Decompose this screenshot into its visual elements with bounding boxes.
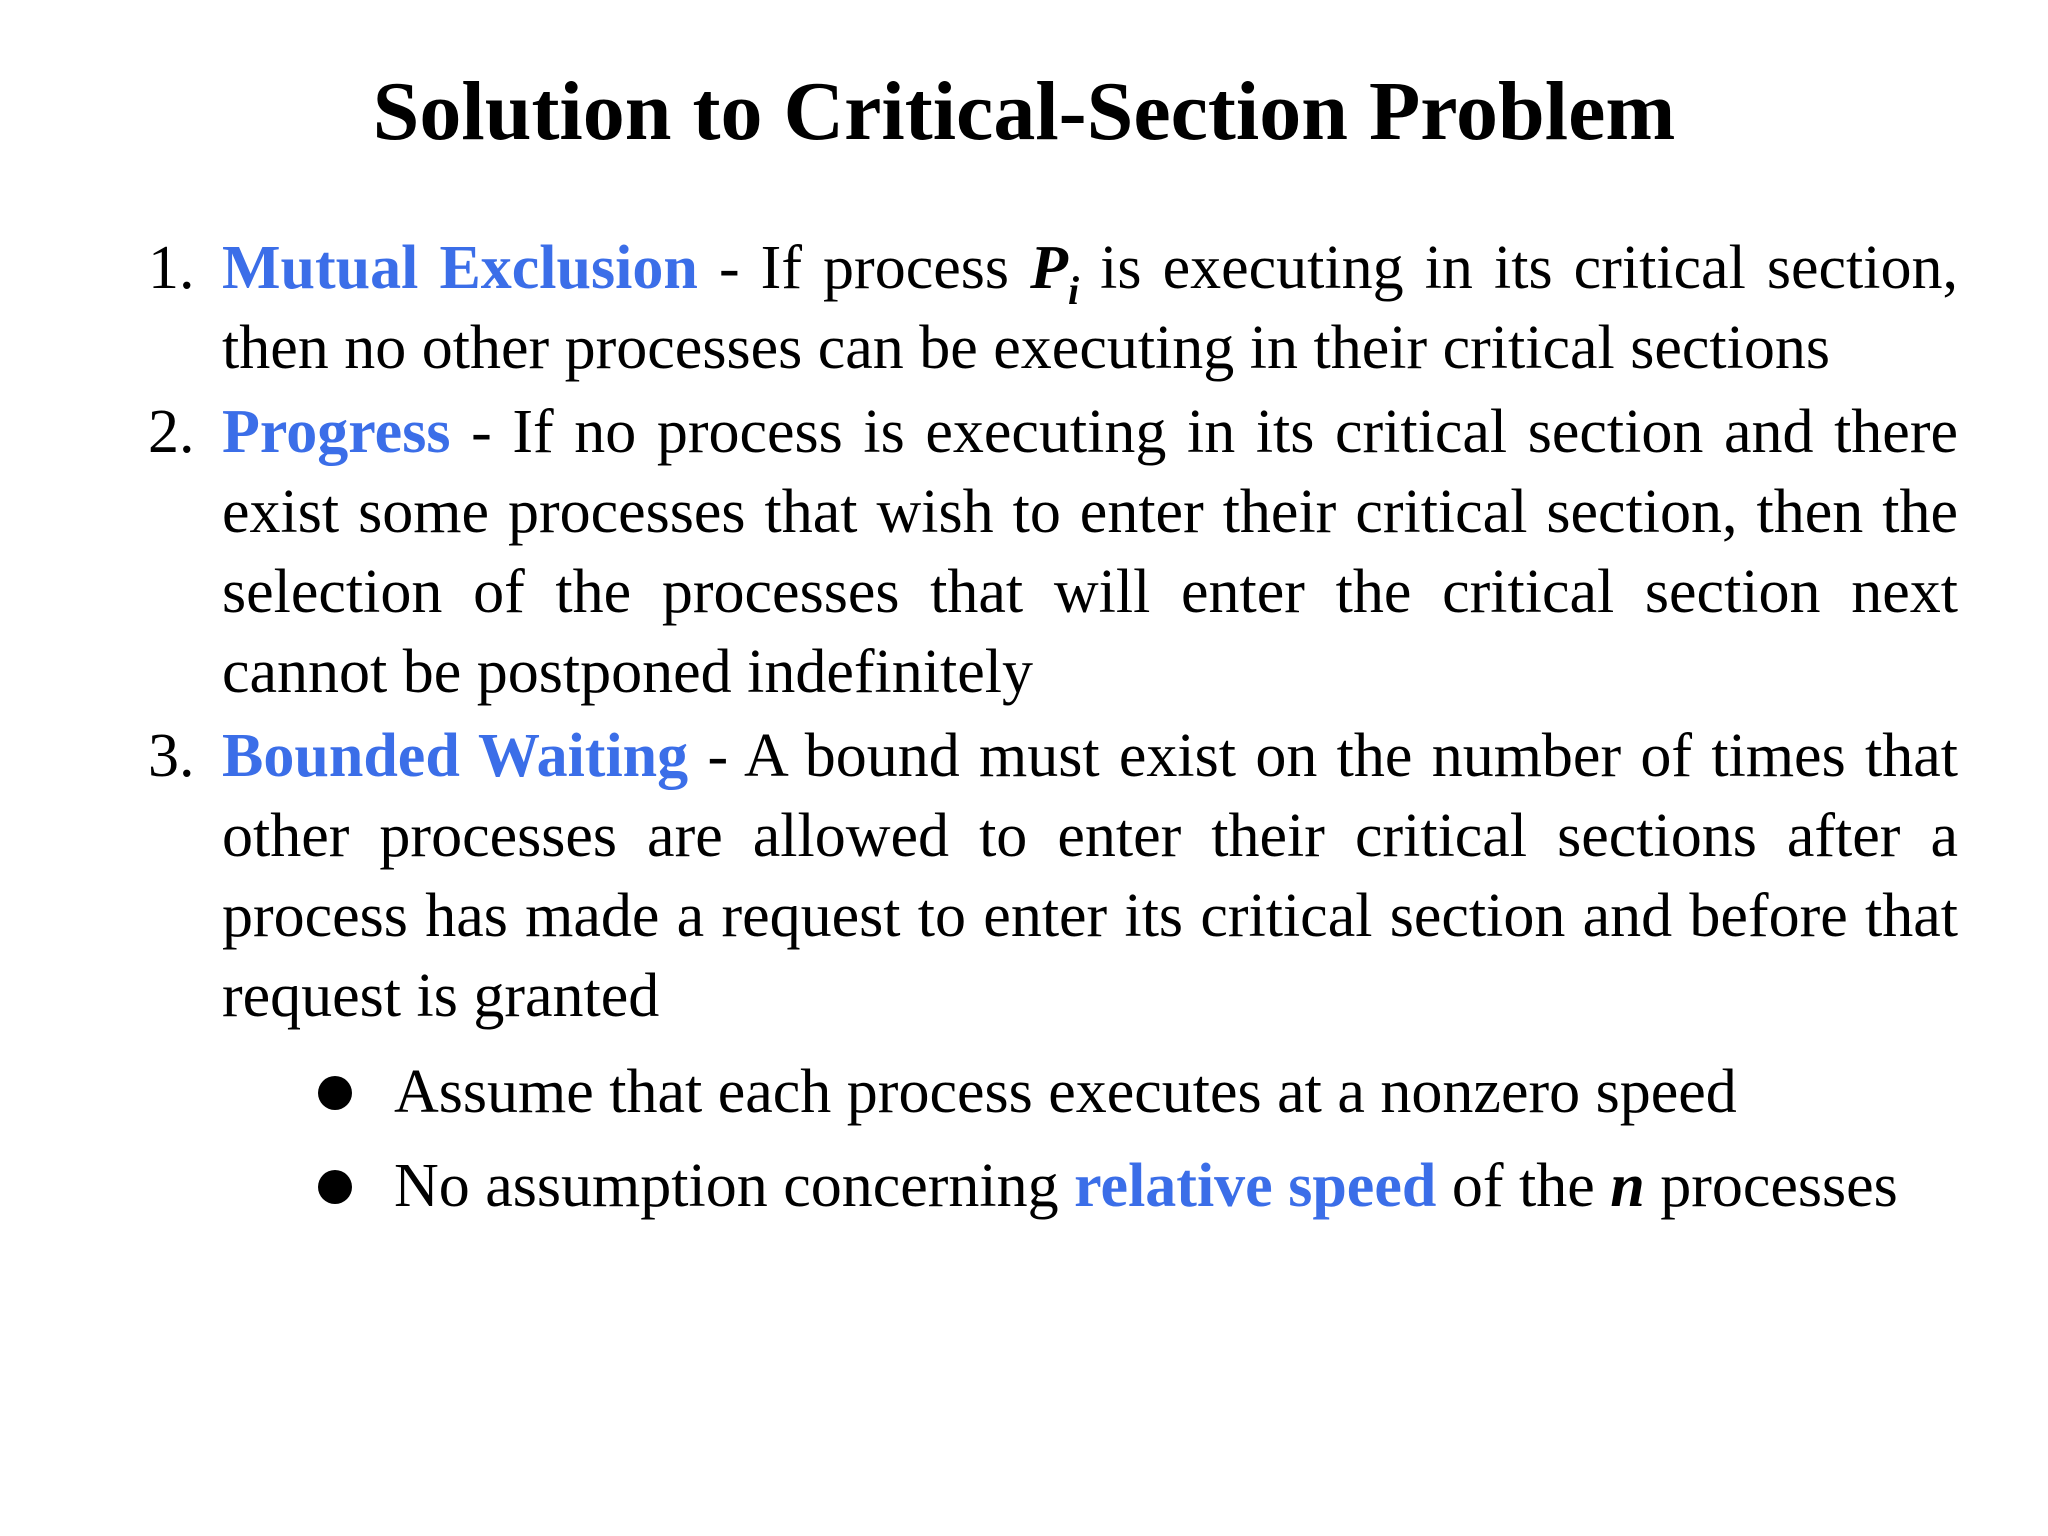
bullet-dot-icon	[318, 1170, 352, 1204]
term-relative-speed: relative speed	[1074, 1152, 1437, 1220]
bullet-text: Assume that each process executes at a nonzero speed	[394, 1058, 1737, 1126]
term-bounded-waiting: Bounded Waiting	[222, 722, 689, 790]
assumption-bullets	[222, 1052, 1958, 1226]
bullet-item	[222, 1052, 1958, 1132]
item-number: 1.	[148, 234, 195, 302]
item-number: 3.	[148, 722, 195, 790]
item-text: - If no process is executing in its critical section and there exist some processes that wish to enter their critical section, then the selection of the processes that will enter the critical section next cannot be postponed indefinitely	[222, 398, 1958, 706]
item-number: 2.	[148, 398, 195, 466]
bullet-text: of the	[1436, 1152, 1611, 1220]
bullet-text: processes	[1644, 1152, 1898, 1220]
requirements-list	[148, 228, 1958, 1240]
list-item-bounded-waiting	[148, 716, 1958, 1226]
bullet-item	[222, 1146, 1958, 1226]
bullet-text: No assumption concerning	[394, 1152, 1075, 1220]
variable-n: n	[1610, 1152, 1645, 1220]
term-progress: Progress	[222, 398, 451, 466]
item-text: - A bound must exist on the number of times that other processes are allowed to enter their critical sections after a process has made a request to enter its critical section and before that request is granted	[222, 722, 1958, 1030]
item-text: is executing in its critical section, then no other processes can be executing in their critical sections	[222, 234, 1958, 382]
slide-title: Solution to Critical-Section Problem	[372, 65, 1676, 158]
list-item-mutual-exclusion	[148, 228, 1958, 388]
list-item-progress	[148, 392, 1958, 712]
term-mutual-exclusion: Mutual Exclusion	[222, 234, 698, 302]
item-text: - If process	[697, 234, 1031, 302]
variable-subscript-i: i	[1067, 268, 1080, 313]
bullet-dot-icon	[318, 1076, 352, 1110]
variable-p: P	[1030, 234, 1068, 302]
